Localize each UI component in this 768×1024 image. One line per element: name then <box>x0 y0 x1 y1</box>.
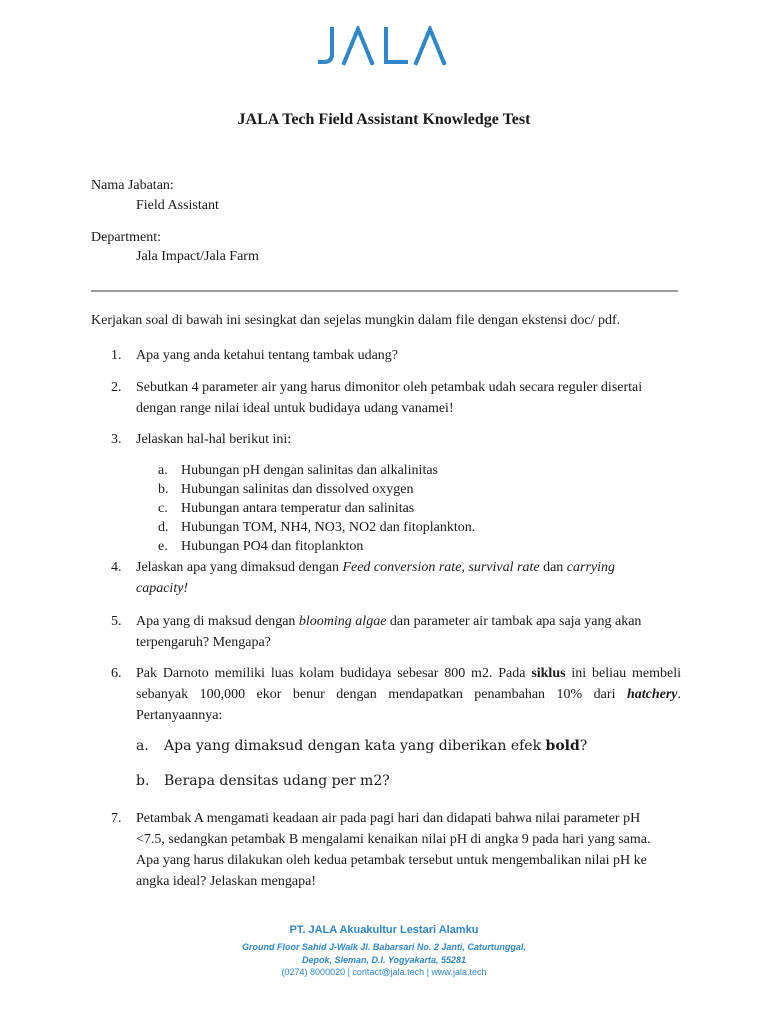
question-text <box>136 377 681 419</box>
question-5 <box>91 611 681 653</box>
question-line: angka ideal? Jelaskan mengapa! <box>136 874 316 889</box>
question-text: Jelaskan hal-hal berikut ini: <box>136 432 292 447</box>
sub-item-label: b. <box>136 773 150 789</box>
sub-item-text: ? <box>579 738 588 754</box>
sub-item-text: Hubungan pH dengan salinitas dan alkalinitas <box>181 463 438 478</box>
jala-logo <box>0 26 768 71</box>
footer-address-line-1: Ground Floor Sahid J-Walk Jl. Babarsari No. 2 Janti, Caturtunggal, <box>242 942 526 952</box>
footer-address-line-2: Depok, Sleman, D.I. Yogyakarta, 55281 <box>301 955 467 965</box>
field-label-department: Department: <box>91 230 161 245</box>
instructions: Kerjakan soal di bawah ini sesingkat dan sejelas mungkin dalam file dengan ekstensi doc/ pdf. <box>91 313 621 328</box>
sub-item-text: Hubungan TOM, NH4, NO3, NO2 dan fitoplankton. <box>181 520 476 535</box>
question-line: terpengaruh? Mengapa? <box>136 635 271 650</box>
question-text <box>136 557 681 599</box>
question-text <box>136 808 681 892</box>
question-text-part: sebanyak 100,000 ekor benur dengan mendapatkan penambahan 10% dari <box>136 687 627 702</box>
bold-italic-text: hatchery <box>626 687 678 702</box>
sub-item-label: c. <box>158 501 168 516</box>
question-number: 3. <box>111 432 122 447</box>
question-number: 5. <box>111 614 122 629</box>
question-line: Apa yang harus dilakukan oleh kedua petambak tersebut untuk mengembalikan nilai pH ke <box>136 853 647 868</box>
field-label-jabatan: Nama Jabatan: <box>91 178 174 193</box>
sub-item-3e <box>158 537 363 556</box>
question-text-part: ini beliau membeli <box>565 666 681 681</box>
question-3 <box>91 429 681 450</box>
horizontal-divider <box>91 290 678 292</box>
emphasis: Feed conversion rate, survival rate <box>342 560 540 575</box>
bold-text: bold <box>545 738 580 754</box>
sub-item-text: Hubungan salinitas dan dissolved oxygen <box>181 482 414 497</box>
footer-company: PT. JALA Akuakultur Lestari Alamku <box>289 924 479 936</box>
question-number: 6. <box>111 666 122 681</box>
question-1 <box>91 345 681 366</box>
question-text-part: dan parameter air tambak apa saja yang akan <box>386 614 642 629</box>
sub-item-text: Berapa densitas udang per m2? <box>164 773 390 789</box>
question-text: Apa yang anda ketahui tentang tambak udang? <box>136 348 399 363</box>
question-text <box>136 663 681 726</box>
sub-item-6b <box>136 773 390 789</box>
emphasis: blooming algae <box>298 614 387 629</box>
sub-item-label: b. <box>158 482 169 497</box>
question-line: Pertanyaannya: <box>136 708 223 723</box>
question-line: Sebutkan 4 parameter air yang harus dimonitor oleh petambak udah secara reguler disertai <box>136 380 643 395</box>
sub-item-3b <box>158 480 414 499</box>
question-line: Petambak A mengamati keadaan air pada pagi hari dan didapati bahwa nilai parameter pH <box>136 811 641 826</box>
sub-item-3a <box>158 461 438 480</box>
question-line <box>136 663 681 684</box>
question-text <box>136 611 681 653</box>
sub-item-text: Hubungan antara temperatur dan salinitas <box>181 501 415 516</box>
question-text-part: . <box>677 687 681 702</box>
footer-contact: (0274) 8000020 | contact@jala.tech | www.jala.tech <box>281 967 487 977</box>
sub-item-3d <box>158 518 475 537</box>
sub-item-6a <box>136 738 587 754</box>
question-number: 4. <box>111 560 122 575</box>
sub-item-label: e. <box>158 539 168 554</box>
bold-text: siklus <box>531 666 566 681</box>
question-7 <box>91 808 681 892</box>
question-4 <box>91 557 681 599</box>
question-text-part: Jelaskan apa yang dimaksud dengan <box>136 560 343 575</box>
question-number: 2. <box>111 380 122 395</box>
question-text-part: dan <box>539 560 567 575</box>
sub-item-label: d. <box>158 520 169 535</box>
field-value-department: Jala Impact/Jala Farm <box>136 249 259 264</box>
sub-item-label: a. <box>136 738 149 754</box>
question-text-part: Apa yang di maksud dengan <box>136 614 299 629</box>
field-value-jabatan: Field Assistant <box>136 198 219 213</box>
emphasis: carrying <box>566 560 616 575</box>
sub-item-text: Hubungan PO4 dan fitoplankton <box>181 539 364 554</box>
sub-item-text: Apa yang dimaksud dengan kata yang diberikan efek <box>164 738 546 754</box>
question-text-part: Pak Darnoto memiliki luas kolam budidaya sebesar 800 m2. Pada <box>136 666 532 681</box>
question-2 <box>91 377 681 419</box>
question-6 <box>91 663 681 726</box>
question-line: <7.5, sedangkan petambak B mengalami kenaikan nilai pH di angka 9 pada hari yang sama. <box>136 832 651 847</box>
question-number: 1. <box>111 348 122 363</box>
question-number: 7. <box>111 811 122 826</box>
question-line <box>136 684 681 705</box>
jala-logo-graphic <box>318 26 450 66</box>
question-line: dengan range nilai ideal untuk budidaya udang vanamei! <box>136 401 454 416</box>
sub-item-label: a. <box>158 463 168 478</box>
emphasis: capacity! <box>136 581 189 596</box>
sub-item-3c <box>158 499 414 518</box>
document-title: JALA Tech Field Assistant Knowledge Test <box>237 111 531 128</box>
